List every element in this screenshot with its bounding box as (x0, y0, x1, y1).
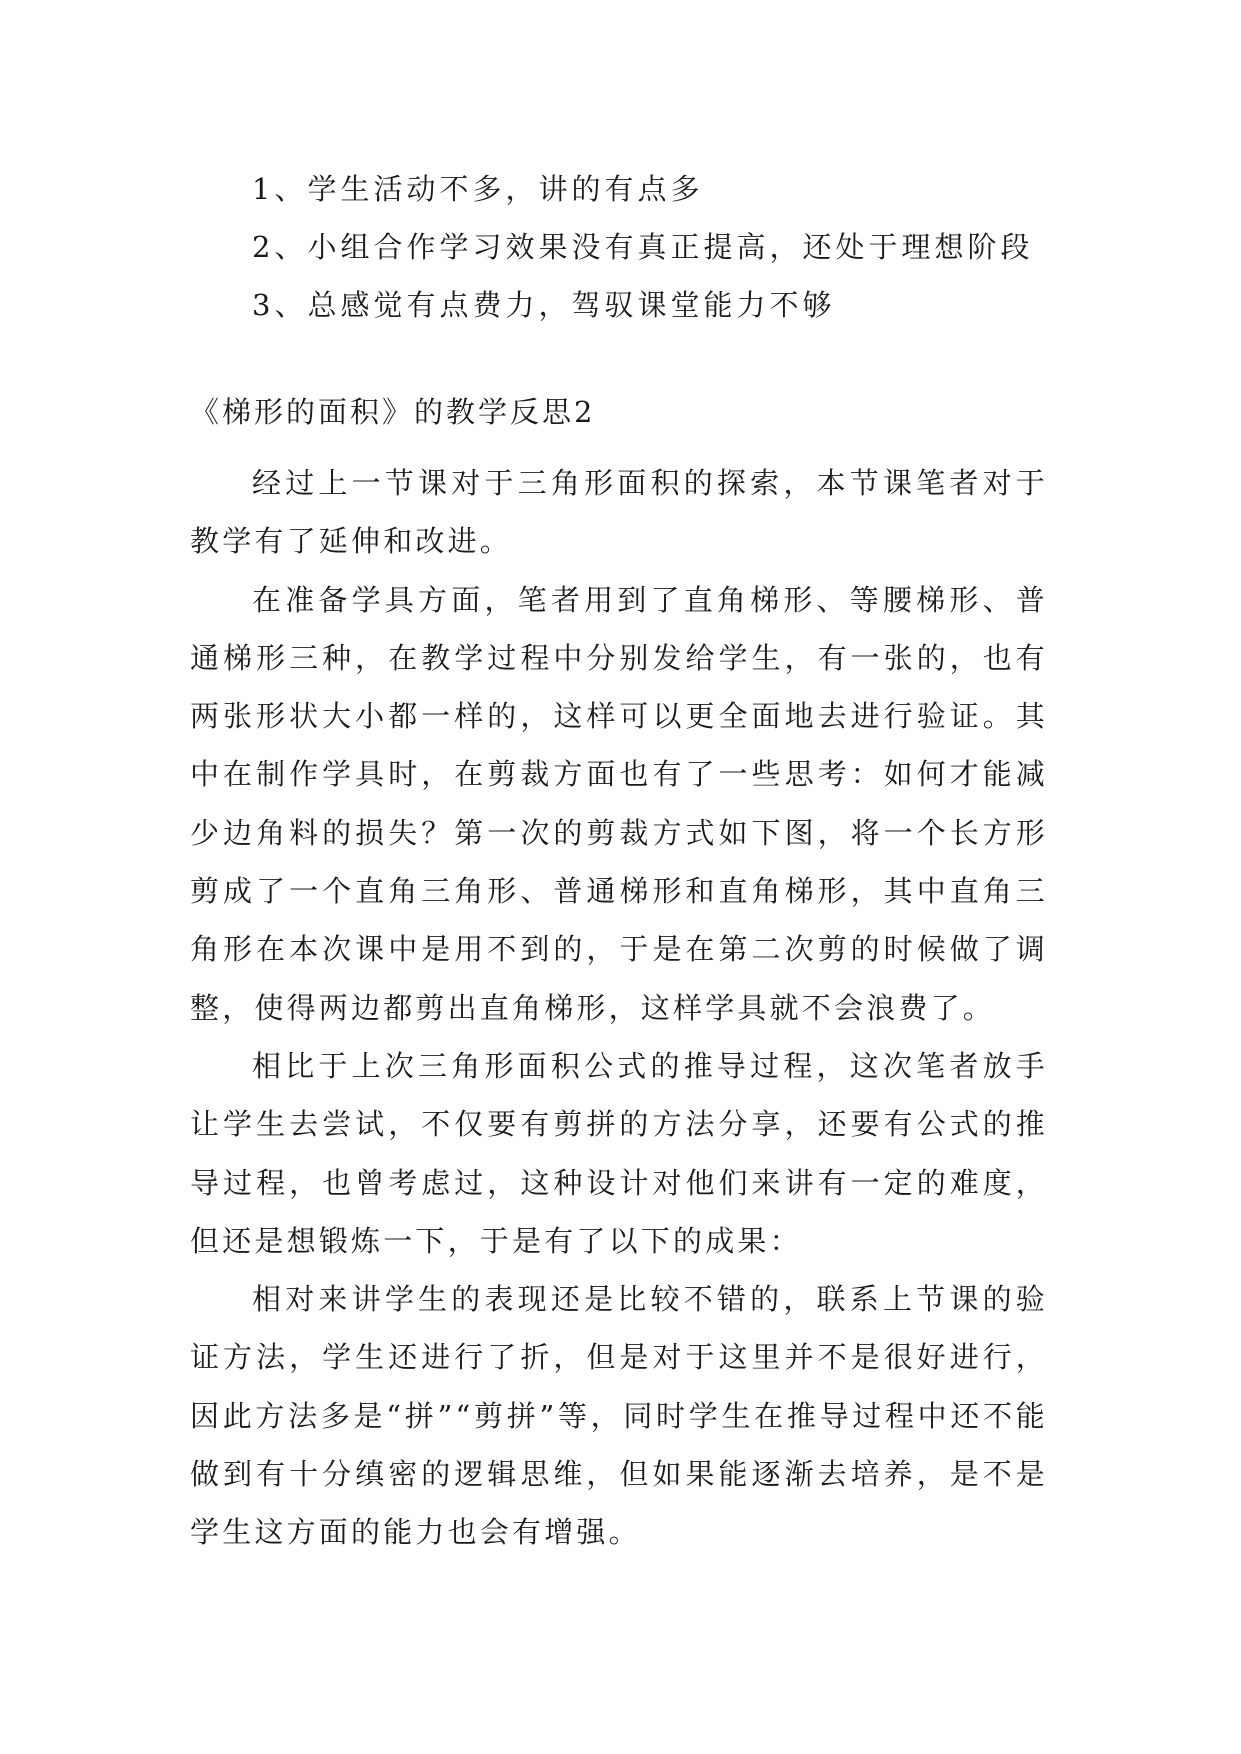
list-item: 2、小组合作学习效果没有真正提高，还处于理想阶段 (252, 230, 1034, 264)
list-item: 3、总感觉有点费力，驾驭课堂能力不够 (252, 288, 836, 322)
reflection-list (252, 160, 1112, 334)
list-item: 1、学生活动不多，讲的有点多 (252, 172, 704, 206)
paragraph: 在准备学具方面，笔者用到了直角梯形、等腰梯形、普通梯形三种，在教学过程中分别发给学生，有一张的，也有两张形状大小都一样的，这样可以更全面地去进行验证。其中在制作学具时，在剪裁方面也有了一些思考：如何才能减少边角料的损失？第一次的剪裁方式如下图，将一个长方形剪成了一个直角三角形、普通梯形和直角梯形，其中直角三角形在本次课中是用不到的，于是在第二次剪的时候做了调整，使得两边都剪出直角梯形，这样学具就不会浪费了。 (190, 582, 1048, 1025)
section-title: 《梯形的面积》的教学反思2 (190, 395, 596, 429)
paragraph: 经过上一节课对于三角形面积的探索，本节课笔者对于教学有了延伸和改进。 (190, 466, 1048, 559)
document-body (190, 454, 1048, 1562)
paragraph: 相比于上次三角形面积公式的推导过程，这次笔者放手让学生去尝试，不仅要有剪拼的方法分享，还要有公式的推导过程，也曾考虑过，这种设计对他们来讲有一定的难度，但还是想锻炼一下，于是有了以下的成果： (190, 1048, 1048, 1258)
paragraph: 相对来讲学生的表现还是比较不错的，联系上节课的验证方法，学生还进行了折，但是对于这里并不是很好进行，因此方法多是“拼”“剪拼”等，同时学生在推导过程中还不能做到有十分缜密的逻辑思维，但如果能逐渐去培养，是不是学生这方面的能力也会有增强。 (190, 1282, 1048, 1550)
